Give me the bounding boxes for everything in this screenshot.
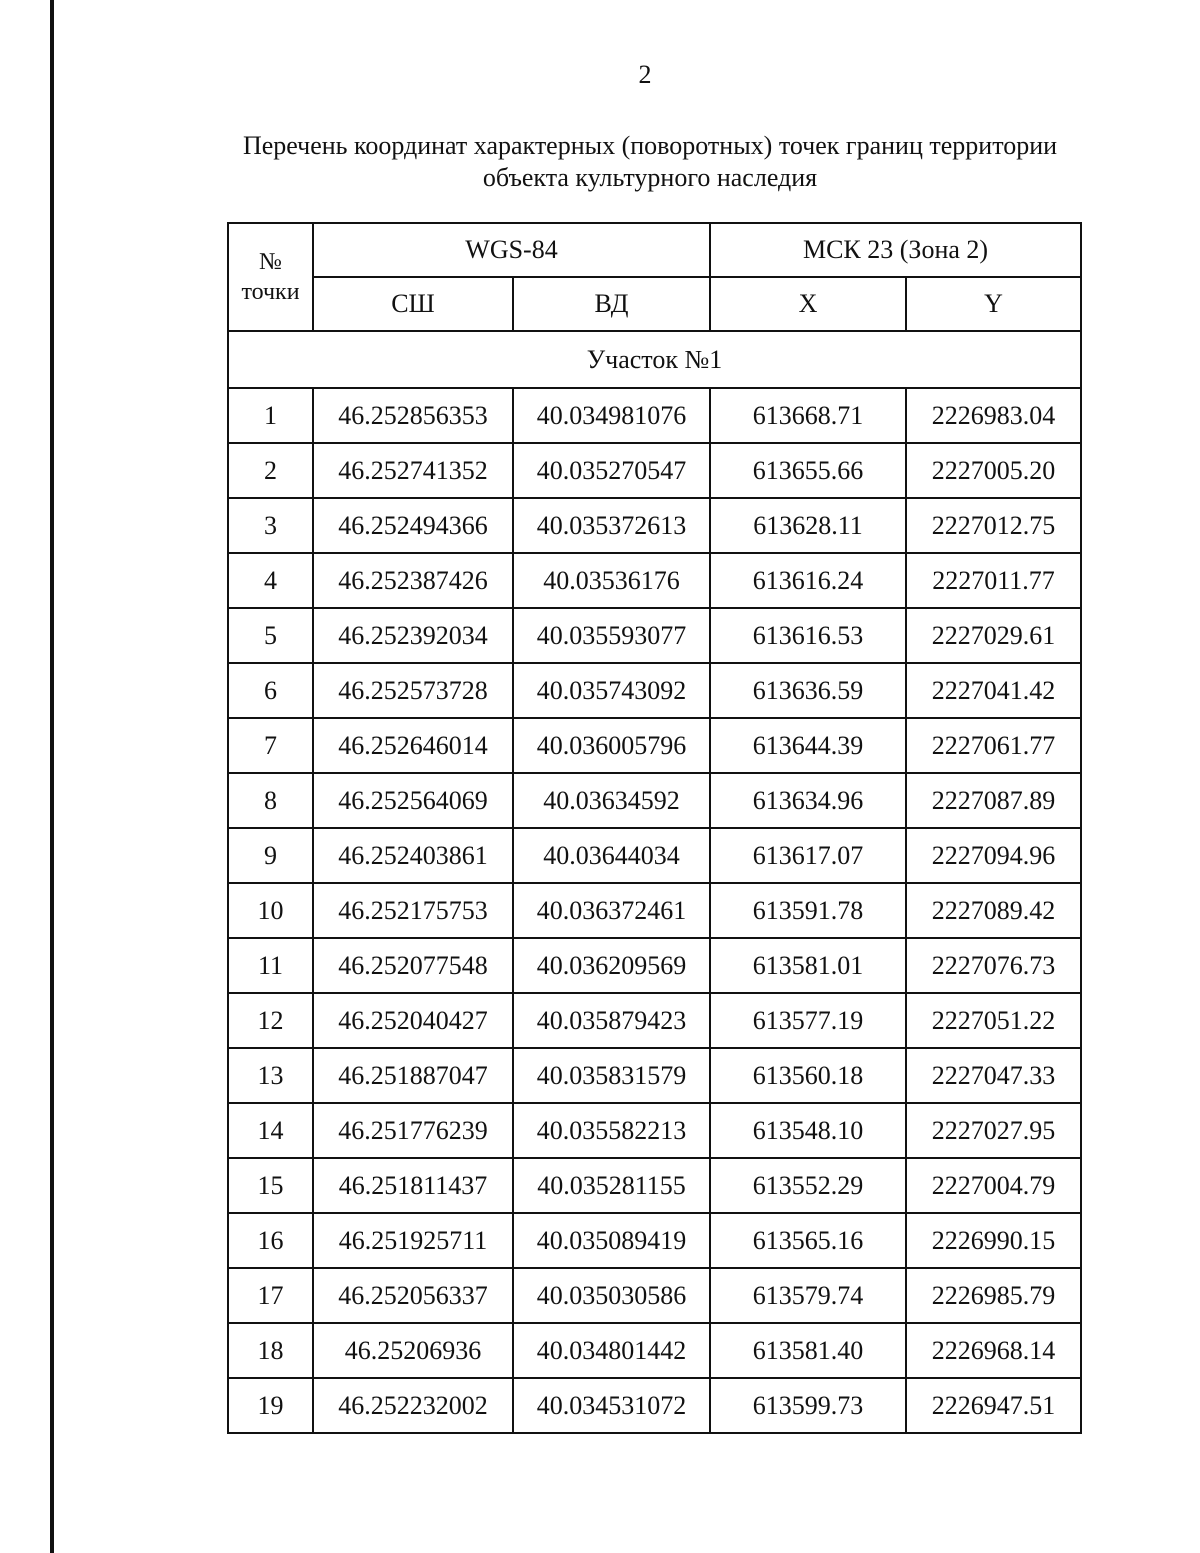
table-row: [228, 498, 1081, 553]
table-row: [228, 1378, 1081, 1433]
table-header-row-1: [228, 223, 1081, 277]
y-cell: 2226947.51: [906, 1378, 1081, 1433]
point-number-cell: 17: [228, 1268, 313, 1323]
x-cell: 613579.74: [710, 1268, 906, 1323]
section-row: [228, 331, 1081, 388]
latitude-cell: 46.252494366: [313, 498, 513, 553]
latitude-cell: 46.252564069: [313, 773, 513, 828]
table-row: [228, 1323, 1081, 1378]
latitude-cell: 46.252573728: [313, 663, 513, 718]
y-cell: 2227051.22: [906, 993, 1081, 1048]
table-row: [228, 1103, 1081, 1158]
document-title-line-2: объекта культурного наследия: [482, 163, 818, 192]
y-cell: 2227041.42: [906, 663, 1081, 718]
table-row: [228, 608, 1081, 663]
longitude-cell: 40.034981076: [513, 388, 710, 443]
point-number-header-line-2: точки: [241, 279, 300, 305]
longitude-cell: 40.035593077: [513, 608, 710, 663]
table-row: [228, 1213, 1081, 1268]
y-cell: 2227027.95: [906, 1103, 1081, 1158]
coordinates-table: [227, 222, 1082, 1434]
latitude-cell: 46.252040427: [313, 993, 513, 1048]
point-number-cell: 18: [228, 1323, 313, 1378]
latitude-cell: 46.25206936: [313, 1323, 513, 1378]
point-number-header: [228, 223, 313, 331]
point-number-cell: 9: [228, 828, 313, 883]
point-number-cell: 11: [228, 938, 313, 993]
latitude-cell: 46.251776239: [313, 1103, 513, 1158]
longitude-cell: 40.034801442: [513, 1323, 710, 1378]
y-cell: 2227012.75: [906, 498, 1081, 553]
msk23-group-header: МСК 23 (Зона 2): [710, 223, 1081, 277]
y-cell: 2226968.14: [906, 1323, 1081, 1378]
y-cell: 2226983.04: [906, 388, 1081, 443]
latitude-cell: 46.252175753: [313, 883, 513, 938]
longitude-cell: 40.034531072: [513, 1378, 710, 1433]
point-number-cell: 4: [228, 553, 313, 608]
page-number: 2: [638, 60, 652, 89]
x-cell: 613552.29: [710, 1158, 906, 1213]
y-cell: 2227061.77: [906, 718, 1081, 773]
document-title: [200, 130, 1100, 194]
x-cell: 613644.39: [710, 718, 906, 773]
x-header: X: [710, 277, 906, 331]
y-cell: 2227047.33: [906, 1048, 1081, 1103]
longitude-cell: 40.036372461: [513, 883, 710, 938]
point-number-cell: 1: [228, 388, 313, 443]
table-row: [228, 773, 1081, 828]
longitude-cell: 40.035831579: [513, 1048, 710, 1103]
point-number-cell: 16: [228, 1213, 313, 1268]
x-cell: 613636.59: [710, 663, 906, 718]
y-cell: 2227029.61: [906, 608, 1081, 663]
x-cell: 613591.78: [710, 883, 906, 938]
point-number-cell: 13: [228, 1048, 313, 1103]
x-cell: 613581.40: [710, 1323, 906, 1378]
latitude-cell: 46.252646014: [313, 718, 513, 773]
latitude-cell: 46.252741352: [313, 443, 513, 498]
table-row: [228, 388, 1081, 443]
longitude-cell: 40.035030586: [513, 1268, 710, 1323]
longitude-cell: 40.035582213: [513, 1103, 710, 1158]
y-cell: 2227005.20: [906, 443, 1081, 498]
longitude-header: ВД: [513, 277, 710, 331]
longitude-cell: 40.035372613: [513, 498, 710, 553]
point-number-cell: 2: [228, 443, 313, 498]
longitude-cell: 40.036209569: [513, 938, 710, 993]
scan-edge-line: [50, 0, 54, 1553]
table-row: [228, 993, 1081, 1048]
latitude-cell: 46.251925711: [313, 1213, 513, 1268]
table-row: [228, 1268, 1081, 1323]
point-number-cell: 19: [228, 1378, 313, 1433]
y-cell: 2227004.79: [906, 1158, 1081, 1213]
y-cell: 2227076.73: [906, 938, 1081, 993]
latitude-cell: 46.252387426: [313, 553, 513, 608]
point-number-cell: 10: [228, 883, 313, 938]
longitude-cell: 40.035879423: [513, 993, 710, 1048]
latitude-cell: 46.252856353: [313, 388, 513, 443]
x-cell: 613655.66: [710, 443, 906, 498]
x-cell: 613668.71: [710, 388, 906, 443]
table-row: [228, 663, 1081, 718]
x-cell: 613599.73: [710, 1378, 906, 1433]
point-number-header-line-1: №: [259, 249, 282, 275]
x-cell: 613581.01: [710, 938, 906, 993]
point-number-cell: 8: [228, 773, 313, 828]
table-row: [228, 883, 1081, 938]
x-cell: 613577.19: [710, 993, 906, 1048]
longitude-cell: 40.03634592: [513, 773, 710, 828]
x-cell: 613634.96: [710, 773, 906, 828]
table-row: [228, 938, 1081, 993]
point-number-cell: 7: [228, 718, 313, 773]
x-cell: 613616.24: [710, 553, 906, 608]
section-label: Участок №1: [228, 331, 1081, 388]
latitude-cell: 46.251887047: [313, 1048, 513, 1103]
y-header: Y: [906, 277, 1081, 331]
x-cell: 613565.16: [710, 1213, 906, 1268]
x-cell: 613628.11: [710, 498, 906, 553]
point-number-cell: 14: [228, 1103, 313, 1158]
latitude-header: СШ: [313, 277, 513, 331]
latitude-cell: 46.252077548: [313, 938, 513, 993]
longitude-cell: 40.035089419: [513, 1213, 710, 1268]
point-number-cell: 3: [228, 498, 313, 553]
x-cell: 613617.07: [710, 828, 906, 883]
latitude-cell: 46.252232002: [313, 1378, 513, 1433]
longitude-cell: 40.035270547: [513, 443, 710, 498]
table-row: [228, 1158, 1081, 1213]
y-cell: 2226985.79: [906, 1268, 1081, 1323]
y-cell: 2227089.42: [906, 883, 1081, 938]
latitude-cell: 46.252403861: [313, 828, 513, 883]
point-number-cell: 5: [228, 608, 313, 663]
latitude-cell: 46.251811437: [313, 1158, 513, 1213]
longitude-cell: 40.035281155: [513, 1158, 710, 1213]
y-cell: 2227094.96: [906, 828, 1081, 883]
point-number-cell: 6: [228, 663, 313, 718]
y-cell: 2227011.77: [906, 553, 1081, 608]
wgs84-group-header: WGS-84: [313, 223, 710, 277]
longitude-cell: 40.035743092: [513, 663, 710, 718]
table-row: [228, 828, 1081, 883]
x-cell: 613616.53: [710, 608, 906, 663]
point-number-cell: 12: [228, 993, 313, 1048]
y-cell: 2226990.15: [906, 1213, 1081, 1268]
longitude-cell: 40.03536176: [513, 553, 710, 608]
table-row: [228, 443, 1081, 498]
point-number-cell: 15: [228, 1158, 313, 1213]
y-cell: 2227087.89: [906, 773, 1081, 828]
document-title-line-1: Перечень координат характерных (поворотных) точек границ территории: [242, 131, 1058, 160]
longitude-cell: 40.036005796: [513, 718, 710, 773]
table-header-row-2: [228, 277, 1081, 331]
table-row: [228, 1048, 1081, 1103]
x-cell: 613548.10: [710, 1103, 906, 1158]
table-row: [228, 718, 1081, 773]
table-row: [228, 553, 1081, 608]
latitude-cell: 46.252056337: [313, 1268, 513, 1323]
x-cell: 613560.18: [710, 1048, 906, 1103]
latitude-cell: 46.252392034: [313, 608, 513, 663]
longitude-cell: 40.03644034: [513, 828, 710, 883]
